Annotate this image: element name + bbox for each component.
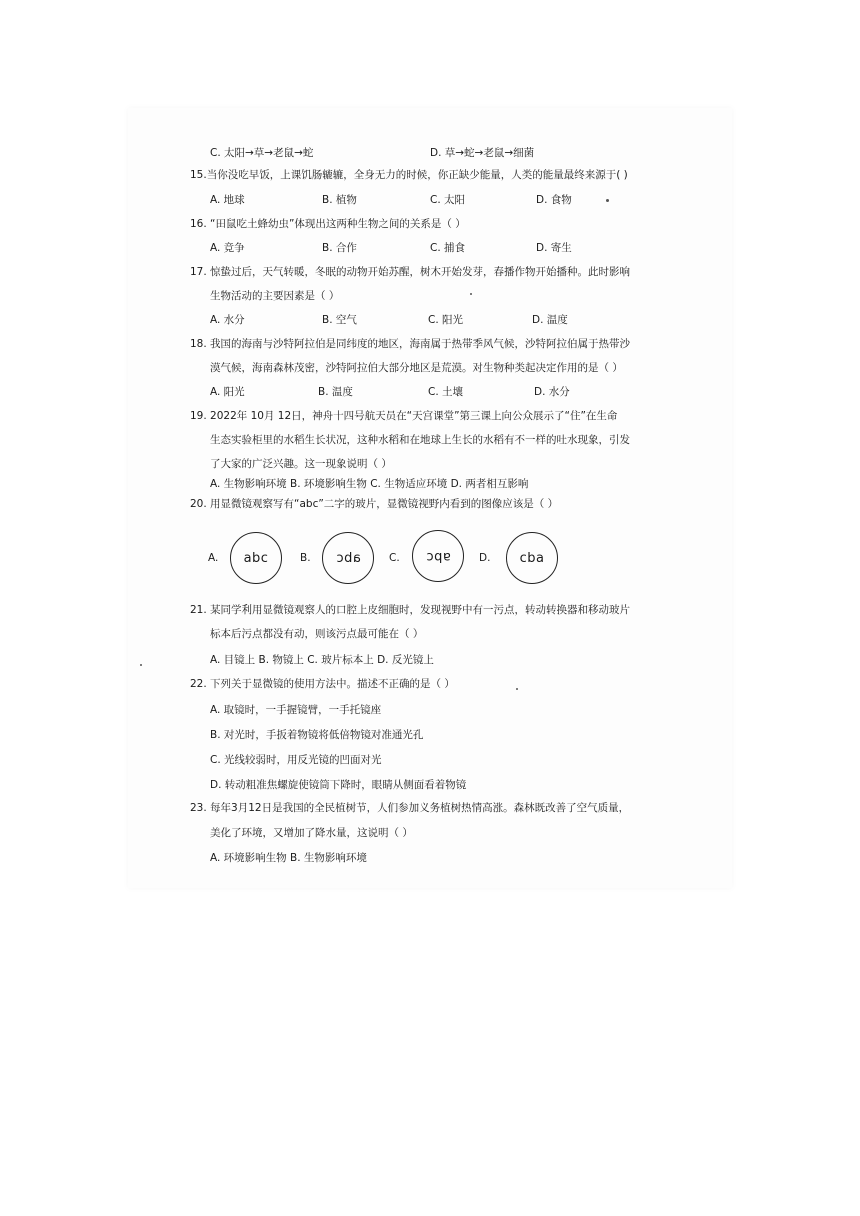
q18-option-a: A. 阳光 <box>210 386 245 398</box>
q20-stem: 20. 用显微镜观察写有“abc”二字的玻片，显微镜视野内看到的图像应该是（ ） <box>190 498 559 510</box>
q15-option-a: A. 地球 <box>210 194 245 206</box>
q23-stem-line1: 23. 每年3月12日是我国的全民植树节，人们参加义务植树热情高涨。森林既改善了空气质量， <box>190 802 630 814</box>
q14-option-c: C. 太阳→草→老鼠→蛇 <box>210 147 314 159</box>
q18-option-c: C. 土壤 <box>428 386 464 398</box>
q14-option-d: D. 草→蛇→老鼠→细菌 <box>430 147 535 159</box>
q20-label-a: A. <box>208 552 219 564</box>
q17-option-a: A. 水分 <box>210 314 245 326</box>
q19-stem-line1: 19. 2022年 10月 12日，神舟十四号航天员在“天宫课堂”第三课上向公众展示了“住”在生命 <box>190 410 618 422</box>
q19-options: A. 生物影响环境 B. 环境影响生物 C. 生物适应环境 D. 两者相互影响 <box>210 478 529 490</box>
q22-stem: 22. 下列关于显微镜的使用方法中。描述不正确的是（ ） <box>190 678 455 690</box>
scan-speck <box>140 664 142 666</box>
q23-options: A. 环境影响生物 B. 生物影响环境 <box>210 852 367 864</box>
q17-stem-line1: 17. 惊蛰过后，天气转暖，冬眠的动物开始苏醒，树木开始发芽，春播作物开始播种。此时影响 <box>190 266 631 278</box>
q15-option-d: D. 食物 <box>536 194 572 206</box>
q20-image-a: abc <box>243 550 269 566</box>
q20-circle-a <box>230 532 282 584</box>
q21-stem-line2: 标本后污点都没有动，则该污点最可能在（ ） <box>210 628 424 640</box>
q20-image-b: abc <box>335 550 361 566</box>
q18-option-d: D. 水分 <box>534 386 570 398</box>
q22-option-d: D. 转动粗准焦螺旋使镜筒下降时，眼睛从侧面看着物镜 <box>210 779 467 791</box>
q20-circle-b <box>322 532 374 584</box>
q15-option-c: C. 太阳 <box>430 194 466 206</box>
q18-stem-line1: 18. 我国的海南与沙特阿拉伯是同纬度的地区，海南属于热带季风气候，沙特阿拉伯属于热带沙 <box>190 338 631 350</box>
q20-circle-c <box>412 530 464 582</box>
q22-option-c: C. 光线较弱时，用反光镜的凹面对光 <box>210 754 382 766</box>
q22-option-b: B. 对光时，手扳着物镜将低倍物镜对准通光孔 <box>210 729 424 741</box>
q18-option-b: B. 温度 <box>318 386 353 398</box>
q20-circle-d <box>506 532 558 584</box>
q16-option-b: B. 合作 <box>322 242 357 254</box>
q20-label-c: C. <box>389 552 400 564</box>
scan-speck <box>470 293 472 295</box>
q19-stem-line3: 了大家的广泛兴趣。这一现象说明（ ） <box>210 458 392 470</box>
q15-option-b: B. 植物 <box>322 194 357 206</box>
q16-option-c: C. 捕食 <box>430 242 466 254</box>
q20-image-c: abc <box>425 548 451 564</box>
scan-speck <box>516 688 518 690</box>
q17-option-b: B. 空气 <box>322 314 357 326</box>
q17-stem-line2: 生物活动的主要因素是（ ） <box>210 290 340 302</box>
q19-stem-line2: 生态实验柜里的水稻生长状况，这种水稻和在地球上生长的水稻有不一样的吐水现象，引发 <box>210 434 630 446</box>
q20-label-b: B. <box>300 552 311 564</box>
q17-option-c: C. 阳光 <box>428 314 464 326</box>
q21-stem-line1: 21. 某同学利用显微镜观察人的口腔上皮细胞时，发现视野中有一污点，转动转换器和移动玻片 <box>190 604 631 616</box>
q20-image-d: cba <box>519 550 545 566</box>
q22-option-a: A. 取镜时，一手握镜臂，一手托镜座 <box>210 704 382 716</box>
q16-stem: 16. “田鼠吃土蜂幼虫”体现出这两种生物之间的关系是（ ） <box>190 218 466 230</box>
q23-stem-line2: 美化了环境，又增加了降水量，这说明（ ） <box>210 827 413 839</box>
q17-option-d: D. 温度 <box>532 314 568 326</box>
scan-speck <box>606 199 609 202</box>
q15-stem: 15.当你没吃早饭，上课饥肠辘辘，全身无力的时候，你正缺少能量，人类的能量最终来源于( ) <box>190 169 628 181</box>
q21-options: A. 目镜上 B. 物镜上 C. 玻片标本上 D. 反光镜上 <box>210 654 434 666</box>
q20-label-d: D. <box>479 552 491 564</box>
q16-option-a: A. 竞争 <box>210 242 245 254</box>
q18-stem-line2: 漠气候，海南森林茂密，沙特阿拉伯大部分地区是荒漠。对生物种类起决定作用的是（ ） <box>210 362 623 374</box>
q16-option-d: D. 寄生 <box>536 242 572 254</box>
